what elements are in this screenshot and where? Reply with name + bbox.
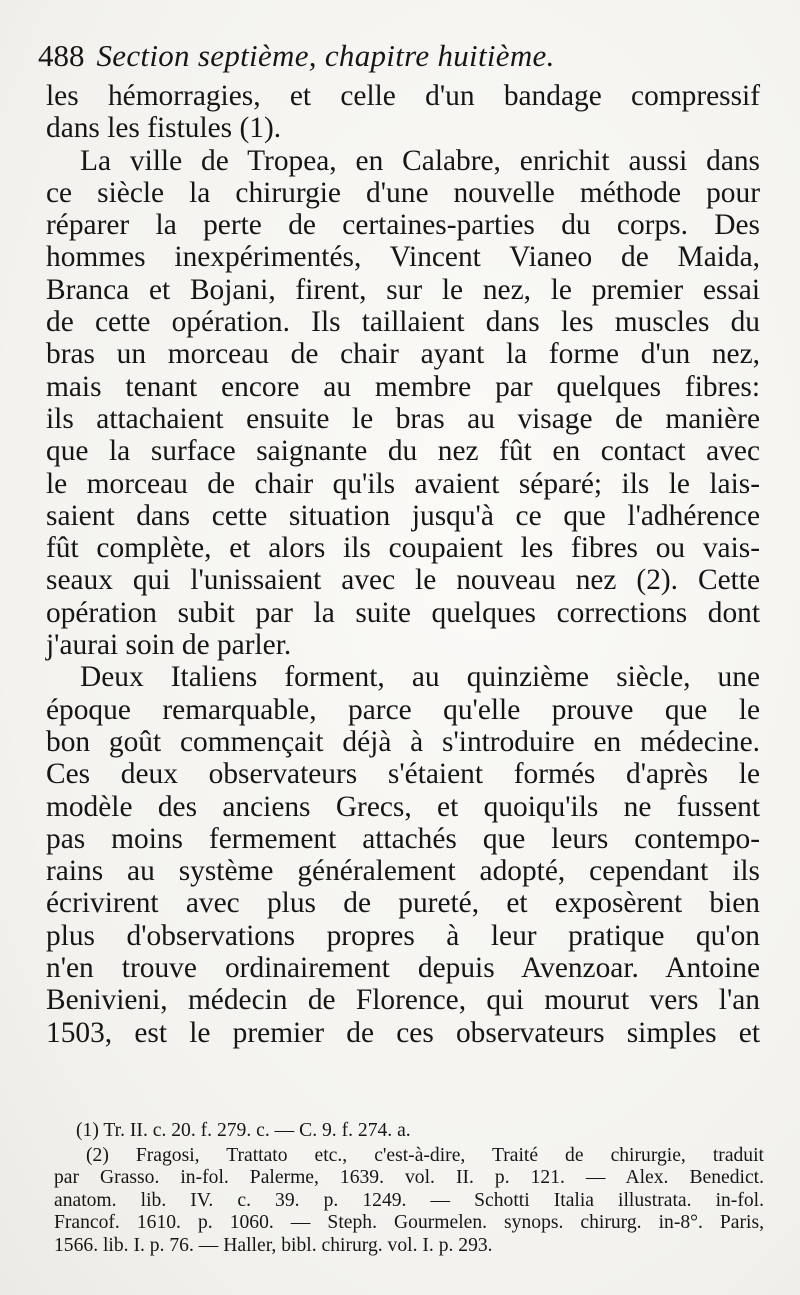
- text-line: fût complète, et alors ils coupaient les fibres ou vais-: [46, 532, 760, 565]
- footnote-2: (2) Fragosi, Trattato etc., c'est-à-dire, Traité de chirurgie, traduit: [86, 1144, 764, 1166]
- text-line: plus d'observations propres à leur pratique qu'on: [46, 919, 760, 952]
- text-line: bon goût commençait déjà à s'introduire en médecine.: [46, 725, 760, 758]
- main-text: [46, 80, 760, 1049]
- text-line: n'en trouve ordinairement depuis Avenzoar. Antoine: [46, 952, 760, 985]
- text-line: modèle des anciens Grecs, et quoiqu'ils ne fussent: [46, 790, 760, 823]
- text-line: bras un morceau de chair ayant la forme d'un nez,: [46, 338, 760, 371]
- text-line: que la surface saignante du nez fût en contact avec: [46, 435, 760, 468]
- footnote-2-continuation: Francof. 1610. p. 1060. — Steph. Gourmelen. synops. chirurg. in-8°. Paris,: [54, 1212, 764, 1234]
- text-line: seaux qui l'unissaient avec le nouveau nez (2). Cette: [46, 564, 760, 597]
- text-line: 1503, est le premier de ces observateurs simples et: [46, 1016, 760, 1049]
- text-line: les hémorragies, et celle d'un bandage compressif: [46, 80, 760, 112]
- text-line: Ces deux observateurs s'étaient formés d'après le: [46, 758, 760, 791]
- text-line: hommes inexpérimentés, Vincent Vianeo de Maida,: [46, 241, 760, 274]
- text-line: Benivieni, médecin de Florence, qui mourut vers l'an: [46, 984, 760, 1017]
- text-line: rains au système généralement adopté, cependant ils: [46, 855, 760, 888]
- footnote-1: (1) Tr. II. c. 20. f. 279. c. — C. 9. f. 274. a.: [76, 1120, 411, 1141]
- text-line: opération subit par la suite quelques corrections dont: [46, 596, 760, 629]
- page-number: 488: [38, 38, 85, 73]
- paragraph-start-line: La ville de Tropea, en Calabre, enrichit aussi dans: [80, 144, 760, 177]
- footnotes: [54, 1120, 764, 1258]
- text-line: ils attachaient ensuite le bras au visage de manière: [46, 402, 760, 435]
- text-line: dans les fistules (1).: [46, 112, 282, 145]
- text-line: réparer la perte de certaines-parties du corps. Des: [46, 209, 760, 242]
- text-line: ce siècle la chirurgie d'une nouvelle méthode pour: [46, 176, 760, 209]
- running-title: Section septième, chapitre huitième.: [96, 38, 555, 73]
- text-line: j'aurai soin de parler.: [46, 629, 292, 662]
- text-line: Branca et Bojani, firent, sur le nez, le premier essai: [46, 273, 760, 306]
- footnote-2-continuation: 1566. lib. I. p. 76. — Haller, bibl. chirurg. vol. I. p. 293.: [54, 1234, 493, 1256]
- running-header: [38, 36, 758, 76]
- text-line: écrivirent avec plus de pureté, et exposèrent bien: [46, 887, 760, 920]
- text-line: époque remarquable, parce qu'elle prouve que le: [46, 693, 760, 726]
- text-line: saient dans cette situation jusqu'à ce que l'adhérence: [46, 499, 760, 532]
- text-line: mais tenant encore au membre par quelques fibres:: [46, 370, 760, 403]
- paragraph-start-line: Deux Italiens forment, au quinzième siècle, une: [80, 661, 760, 694]
- footnote-2-continuation: anatom. lib. IV. c. 39. p. 1249. — Schotti Italia illustrata. in-fol.: [54, 1189, 764, 1211]
- text-line: le morceau de chair qu'ils avaient séparé; ils le lais-: [46, 467, 760, 500]
- footnote-2-continuation: par Grasso. in-fol. Palerme, 1639. vol. II. p. 121. — Alex. Benedict.: [54, 1167, 764, 1189]
- text-line: de cette opération. Ils taillaient dans les muscles du: [46, 306, 760, 339]
- text-line: pas moins fermement attachés que leurs contempo-: [46, 822, 760, 855]
